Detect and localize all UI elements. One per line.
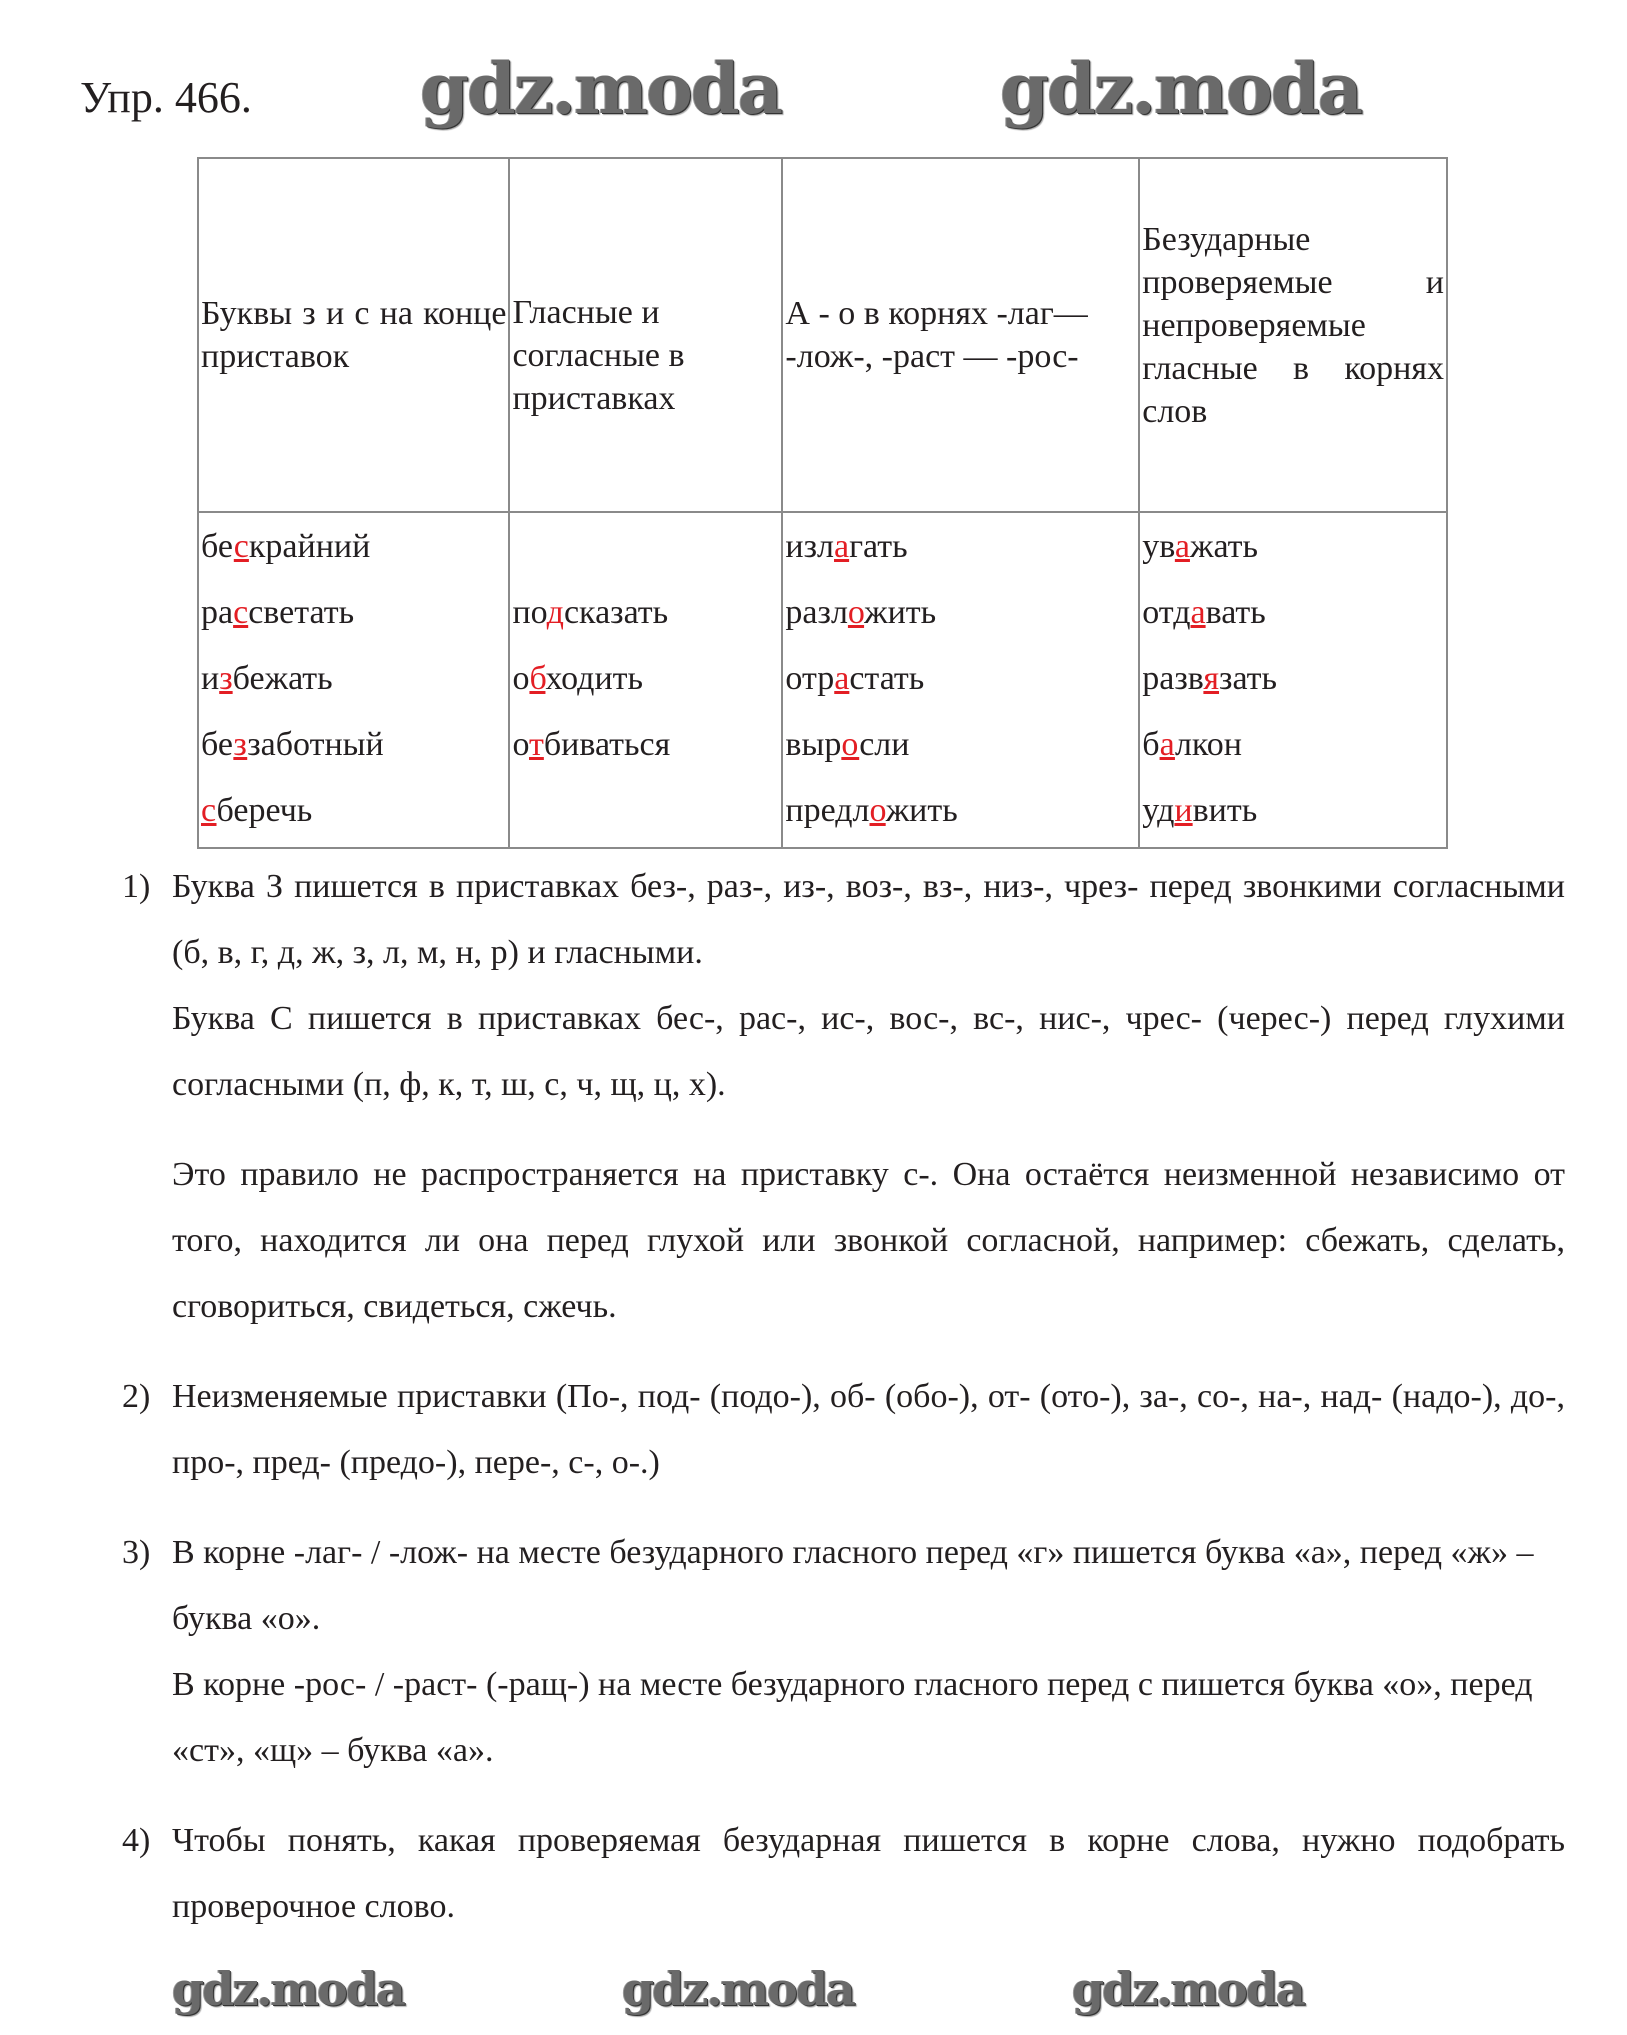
word-part: изл (785, 528, 835, 565)
word-part: о (512, 660, 530, 697)
highlighted-letter: б (529, 660, 546, 697)
table-header-row (198, 158, 1447, 512)
spelling-table (197, 157, 1448, 849)
highlighted-letter: а (1159, 726, 1175, 763)
word-part: крайний (248, 528, 371, 565)
watermark-logo: gdz.moda (622, 1962, 854, 2016)
words-cell (509, 512, 782, 848)
table-word (201, 649, 506, 715)
watermark-logo: gdz.moda (1000, 47, 1362, 130)
rule-paragraph: В корне -рос- / -раст- (-ращ-) на месте безударного гласного перед с пишется буква «о», перед «ст», «щ» – буква «а». (172, 1666, 1533, 1769)
table-word (1142, 583, 1444, 649)
highlighted-letter: а (1174, 528, 1190, 565)
word-part: бежать (232, 660, 333, 697)
word-part: отр (785, 660, 835, 697)
word-part: заботный (247, 726, 384, 763)
word-part: ра (201, 594, 234, 631)
rule-paragraph: Буква З пишется в приставках без-, раз-, из-, воз-, вз-, низ-, чрез- перед звонкими согласными (б, в, г, д, ж, з, л, м, н, р) и гласными. (172, 868, 1565, 971)
rules-list (122, 854, 1565, 2034)
highlighted-letter: о (869, 792, 886, 829)
highlighted-letter: з (219, 660, 233, 697)
highlighted-letter: о (847, 594, 865, 631)
item-number: 3) (122, 1534, 151, 1571)
word-part: сказать (563, 594, 669, 631)
word-part: и (201, 660, 220, 697)
word-part: ходить (545, 660, 644, 697)
exercise-title: Упр. 466. (80, 73, 252, 122)
words-cell (782, 512, 1139, 848)
word-part: жать (1189, 528, 1259, 565)
word-part: зать (1219, 660, 1278, 697)
word-part: жить (885, 792, 958, 829)
watermark-row (172, 1964, 1565, 2034)
word-part: выр (785, 726, 842, 763)
rule-item (122, 854, 1565, 1340)
table-word (785, 583, 1136, 649)
word-part: биваться (543, 726, 671, 763)
table-word (1142, 649, 1444, 715)
table-word (201, 715, 506, 781)
table-word (1142, 517, 1444, 583)
header-cell: Безударные проверяемые и непроверяемые гласные в корнях слов (1139, 158, 1447, 512)
table-word (785, 517, 1136, 583)
table-word (785, 649, 1136, 715)
table-word (1142, 781, 1444, 847)
rule-item (122, 1364, 1565, 1496)
item-number: 2) (122, 1378, 151, 1415)
rule-paragraph: Буква С пишется в приставках бес-, рас-, ис-, вос-, вс-, нис-, чрес- (черес-) перед глухими согласными (п, ф, к, т, ш, с, ч, щ, ц, х). (172, 1000, 1565, 1103)
word-part: вить (1192, 792, 1258, 829)
header-cell: А - о в корнях -лаг— -лож-, -раст — -рос- (782, 158, 1139, 512)
rule-paragraph: В корне -лаг- / -лож- на месте безударного гласного перед «г» пишется буква «а», перед «ж» – буква «о». (172, 1534, 1534, 1637)
highlighted-letter: я (1203, 660, 1220, 697)
rule-paragraph: Это правило не распространяется на приставку с-. Она остаётся неизменной независимо от того, находится ли она перед глухой или звонкой согласной, например: сбежать, сделать, сговориться, свидеться, сжечь. (172, 1156, 1565, 1325)
table-word (512, 715, 779, 781)
word-part: предл (785, 792, 870, 829)
word-part: отд (1142, 594, 1191, 631)
word-part: бе (201, 528, 234, 565)
word-part: беречь (216, 792, 313, 829)
word-part: лкон (1174, 726, 1242, 763)
word-part: разл (785, 594, 848, 631)
highlighted-letter: с (233, 594, 249, 631)
rule-item (122, 1808, 1565, 1940)
words-cell (1139, 512, 1447, 848)
item-number: 1) (122, 868, 151, 905)
rule-item (122, 1520, 1565, 1784)
highlighted-letter: д (546, 594, 564, 631)
watermark-logo: gdz.moda (1072, 1962, 1304, 2016)
highlighted-letter: о (841, 726, 860, 763)
word-part: стать (849, 660, 925, 697)
word-part: гать (849, 528, 908, 565)
watermark-logo: gdz.moda (420, 47, 782, 130)
header-cell: Гласные и согласные в приставках (509, 158, 782, 512)
highlighted-letter: а (834, 660, 850, 697)
word-part: по (512, 594, 547, 631)
word-part: уд (1142, 792, 1175, 829)
word-part: бе (201, 726, 234, 763)
rule-paragraph: Неизменяемые приставки (По-, под- (подо-), об- (обо-), от- (ото-), за-, со-, на-, над- (надо-), до-, про-, пред- (предо-), пере-, с-, о-.) (172, 1378, 1565, 1481)
highlighted-letter: т (529, 726, 544, 763)
word-part: б (1142, 726, 1160, 763)
word-part: ув (1142, 528, 1175, 565)
table-word (201, 517, 506, 583)
word-part: разв (1142, 660, 1204, 697)
watermark-logo: gdz.moda (172, 1962, 404, 2016)
table-word (201, 781, 506, 847)
table-word (512, 649, 779, 715)
word-part: светать (248, 594, 355, 631)
table-row (198, 512, 1447, 848)
highlighted-letter: с (233, 528, 249, 565)
header-cell: Буквы з и с на конце приставок (198, 158, 509, 512)
rule-paragraph: Чтобы понять, какая проверяемая безударная пишется в корне слова, нужно подобрать проверочное слово. (172, 1822, 1565, 1925)
table-word (512, 517, 779, 583)
word-part: жить (864, 594, 937, 631)
table-word (1142, 715, 1444, 781)
table-word (785, 715, 1136, 781)
table-word (201, 583, 506, 649)
word-part: сли (859, 726, 910, 763)
item-number: 4) (122, 1822, 151, 1859)
table-word (785, 781, 1136, 847)
word-part: о (512, 726, 529, 763)
word-part: вать (1205, 594, 1266, 631)
words-cell (198, 512, 509, 848)
highlighted-letter: с (201, 792, 217, 829)
highlighted-letter: и (1174, 792, 1193, 829)
highlighted-letter: а (834, 528, 850, 565)
highlighted-letter: з (233, 726, 248, 763)
table-word (512, 583, 779, 649)
highlighted-letter: а (1190, 594, 1206, 631)
